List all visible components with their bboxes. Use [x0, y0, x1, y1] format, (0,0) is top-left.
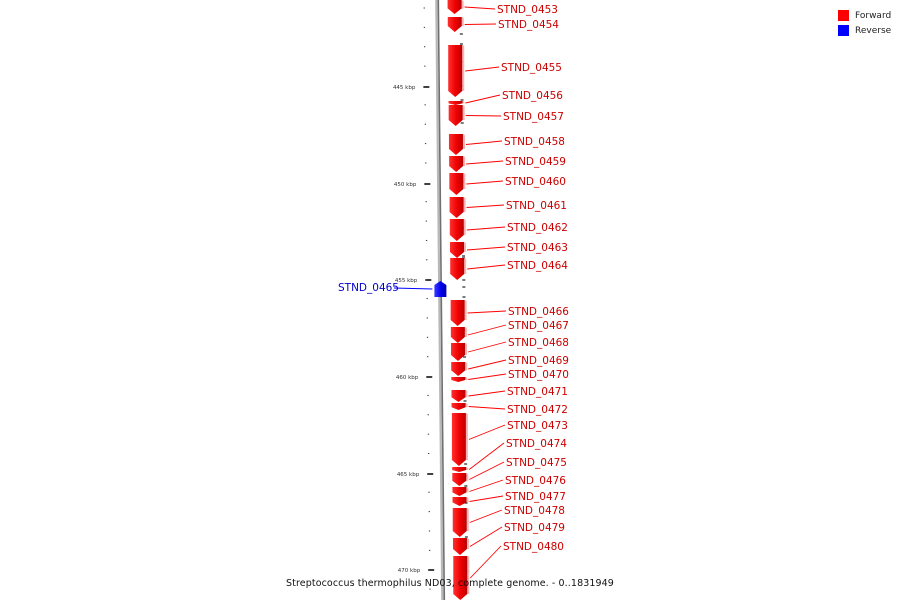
gene-side-face [466, 487, 468, 492]
gene-arrow[interactable] [434, 281, 446, 297]
gene-arrow[interactable] [449, 156, 463, 172]
gene-label[interactable]: STND_0472 [507, 404, 568, 416]
label-leader [467, 265, 505, 269]
gene-side-face [464, 219, 466, 235]
gene-label[interactable]: STND_0474 [506, 438, 567, 450]
gene-side-face [464, 197, 466, 212]
gene-arrow[interactable] [448, 0, 462, 14]
gene-side-face [462, 0, 464, 8]
label-leader [465, 24, 496, 25]
label-leader [466, 141, 502, 145]
label-leader [466, 95, 500, 103]
gene-side-face [465, 300, 467, 320]
gene-arrow[interactable] [449, 173, 463, 195]
gene-side-face [467, 538, 469, 549]
gene-side-face [465, 343, 467, 355]
gene-arrow[interactable] [451, 343, 465, 361]
gene-arrow[interactable] [450, 258, 464, 280]
gene-arrow[interactable] [449, 105, 463, 126]
gene-side-face [463, 173, 465, 189]
gene-arrow[interactable] [452, 413, 466, 466]
label-leader [470, 510, 502, 523]
label-leader-lines [394, 7, 506, 578]
label-leader [467, 247, 505, 250]
tick-label: 470 kbp [397, 568, 421, 574]
label-leader [466, 116, 501, 117]
label-leader [466, 161, 503, 164]
gene-side-face [467, 497, 469, 502]
legend-item-reverse [838, 23, 891, 38]
gene-side-face [465, 377, 467, 380]
gene-arrow[interactable] [453, 538, 467, 555]
gene-label[interactable]: STND_0473 [507, 420, 568, 432]
gene-side-face [467, 508, 469, 531]
gene-label[interactable]: STND_0470 [508, 369, 569, 381]
gene-arrow[interactable] [450, 242, 464, 258]
gene-arrow[interactable] [450, 219, 464, 241]
gene-side-face [464, 258, 466, 274]
gene-side-face [463, 105, 465, 120]
gene-label[interactable]: STND_0475 [506, 457, 567, 469]
label-leader [468, 325, 506, 335]
label-leader [468, 311, 506, 313]
gene-label[interactable]: STND_0462 [507, 222, 568, 234]
gene-arrow[interactable] [452, 467, 466, 472]
gene-arrow[interactable] [451, 362, 465, 376]
genome-caption: Streptococcus thermophilus ND03, complete genome. - 0..1831949 [286, 578, 614, 589]
gene-label[interactable]: STND_0456 [502, 90, 563, 102]
gene-side-face [465, 327, 467, 337]
gene-arrow[interactable] [451, 300, 465, 326]
gene-side-face [466, 467, 468, 470]
gene-arrow[interactable] [449, 134, 463, 155]
gene-arrow[interactable] [450, 197, 464, 218]
gene-arrow[interactable] [451, 327, 465, 343]
label-leader [469, 480, 503, 492]
label-leader [467, 205, 504, 208]
gene-arrow[interactable] [452, 473, 466, 486]
gene-label[interactable]: STND_0461 [506, 200, 567, 212]
gene-label[interactable]: STND_0459 [505, 156, 566, 168]
gene-label[interactable]: STND_0465 [338, 282, 399, 294]
gene-arrow[interactable] [451, 390, 465, 402]
label-leader [469, 425, 505, 440]
gene-side-face [462, 45, 464, 91]
gene-side-face [466, 403, 468, 407]
tick-label: 465 kbp [396, 472, 420, 478]
gene-label[interactable]: STND_0460 [505, 176, 566, 188]
legend-item-forward [838, 8, 891, 23]
label-leader [470, 496, 503, 502]
label-leader [465, 67, 499, 71]
gene-label[interactable]: STND_0467 [508, 320, 569, 332]
gene-side-face [465, 390, 467, 397]
gene-side-face [465, 362, 467, 370]
gene-label[interactable]: STND_0476 [505, 475, 566, 487]
gene-label[interactable]: STND_0454 [498, 19, 559, 31]
reverse-swatch [838, 25, 849, 36]
gene-side-face [466, 413, 468, 460]
gene-label[interactable]: STND_0453 [497, 4, 558, 16]
gene-label[interactable]: STND_0458 [504, 136, 565, 148]
gene-label[interactable]: STND_0457 [503, 111, 564, 123]
gene-arrow[interactable] [452, 487, 466, 496]
genome-backbone [436, 0, 444, 600]
label-leader [466, 181, 503, 184]
gene-label[interactable]: STND_0464 [507, 260, 568, 272]
gene-label[interactable]: STND_0455 [501, 62, 562, 74]
label-leader [469, 407, 505, 410]
gene-arrow[interactable] [452, 403, 466, 410]
gene-label[interactable]: STND_0479 [504, 522, 565, 534]
legend [838, 8, 891, 38]
label-leader [468, 360, 506, 369]
gene-arrow[interactable] [449, 101, 463, 105]
gene-label[interactable]: STND_0468 [508, 337, 569, 349]
gene-side-face [462, 17, 464, 26]
label-leader [469, 462, 504, 480]
label-leader [465, 7, 495, 9]
gene-label[interactable]: STND_0480 [503, 541, 564, 553]
gene-arrow[interactable] [453, 497, 467, 506]
label-leader [468, 391, 505, 396]
label-leader [468, 374, 506, 380]
tick-label: 460 kbp [395, 375, 419, 381]
gene-arrow[interactable] [448, 45, 462, 97]
gene-arrow[interactable] [453, 508, 467, 537]
label-leader [468, 342, 506, 352]
legend-reverse-label: Reverse [855, 25, 892, 36]
gene-label[interactable]: STND_0466 [508, 306, 569, 318]
label-leader [467, 227, 505, 230]
gene-arrow[interactable] [448, 17, 462, 32]
gene-side-face [463, 134, 465, 149]
legend-forward-label: Forward [855, 10, 892, 21]
gene-side-face [464, 242, 466, 252]
tick-label: 450 kbp [393, 182, 417, 188]
tick-label: 445 kbp [392, 85, 416, 91]
gene-side-face [463, 101, 465, 103]
gene-arrow[interactable] [451, 377, 465, 382]
label-leader [469, 443, 504, 470]
label-leader [470, 546, 501, 578]
gene-label[interactable]: STND_0469 [508, 355, 569, 367]
gene-side-face [466, 473, 468, 481]
gene-side-face [463, 156, 465, 166]
gene-label[interactable]: STND_0477 [505, 491, 566, 503]
forward-swatch [838, 10, 849, 21]
gene-label[interactable]: STND_0463 [507, 242, 568, 254]
gene-label[interactable]: STND_0471 [507, 386, 568, 398]
label-leader [394, 288, 432, 289]
gene-label[interactable]: STND_0478 [504, 505, 565, 517]
tick-label: 455 kbp [394, 278, 418, 284]
label-leader [470, 527, 502, 547]
